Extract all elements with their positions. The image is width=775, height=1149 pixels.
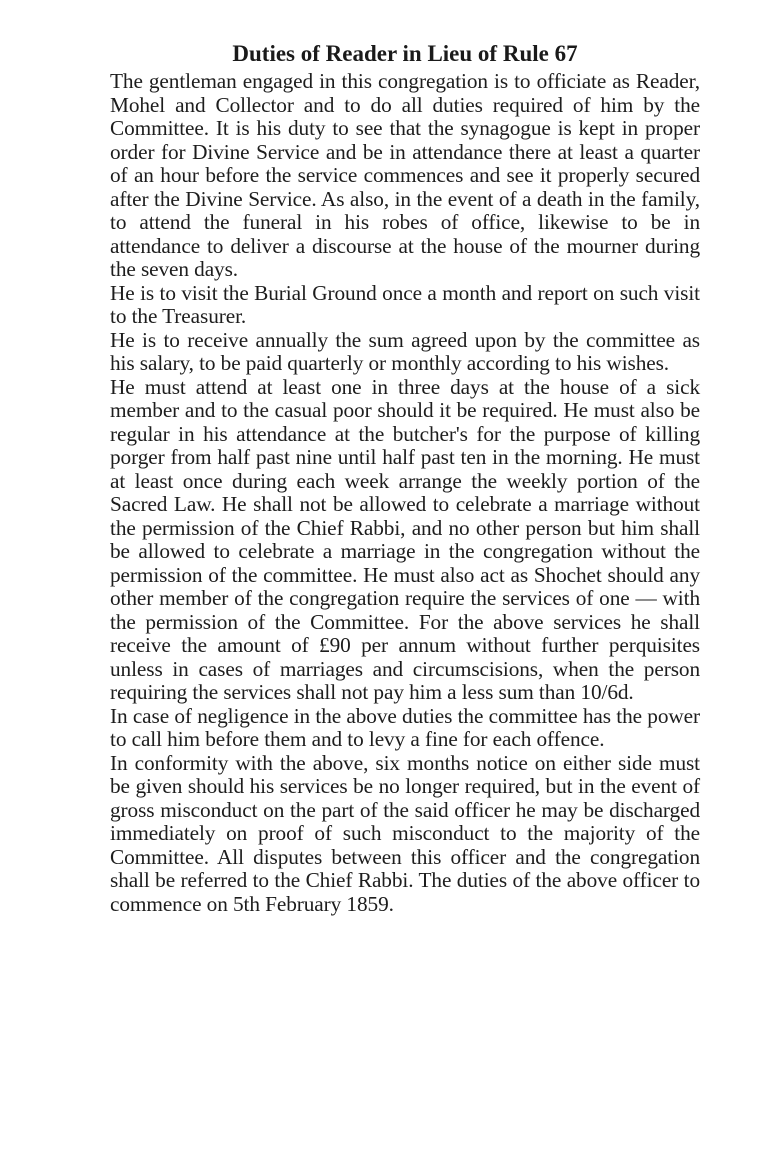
paragraph-attendance-duties: He must attend at least one in three days at the house of a sick member and to the casual poor should it be required. He must also be regular in his attendance at the butcher's for the purpose of killing porger from half past nine until half past ten in the morning. He must at least once during each week arrange the weekly portion of the Sacred Law. He shall not be allowed to celebrate a marriage without the permission of the Chief Rabbi, and no other person but him shall be allowed to celebrate a marriage in the congregation without the permission of the committee. He must also act as Shochet should any other member of the congregation require the services of one — with the permission of the Committee. For the above services he shall receive the amount of £90 per annum without further perquisites unless in cases of marriages and circumscisions, when the person requiring the services shall not pay him a less sum than 10/6d. — [110, 374, 700, 704]
paragraph-burial-ground: He is to visit the Burial Ground once a month and report on such visit to the Treasurer. — [110, 280, 700, 328]
document-body — [110, 40, 700, 916]
document-title: Duties of Reader in Lieu of Rule 67 — [232, 41, 578, 66]
paragraph-salary: He is to receive annually the sum agreed upon by the committee as his salary, to be paid quarterly or monthly according to his wishes. — [110, 327, 700, 375]
paragraph-negligence: In case of negligence in the above duties the committee has the power to call him before them and to levy a fine for each offence. — [110, 703, 700, 751]
paragraph-duties-overview: The gentleman engaged in this congregation is to officiate as Reader, Mohel and Collector and to do all duties required of him by the Committee. It is his duty to see that the synagogue is kept in proper order for Divine Service and be in attendance there at least a quarter of an hour before the service commences and see it properly secured after the Divine Service. As also, in the event of a death in the family, to attend the funeral in his robes of office, likewise to be in attendance to deliver a discourse at the house of the mourner during the seven days. — [110, 69, 700, 281]
paragraph-notice-and-disputes: In conformity with the above, six months notice on either side must be given should his services be no longer required, but in the event of gross misconduct on the part of the said officer he may be discharged immediately on proof of such misconduct to the majority of the Committee. All disputes between this officer and the congregation shall be referred to the Chief Rabbi. The duties of the above officer to commence on 5th February 1859. — [110, 750, 700, 916]
